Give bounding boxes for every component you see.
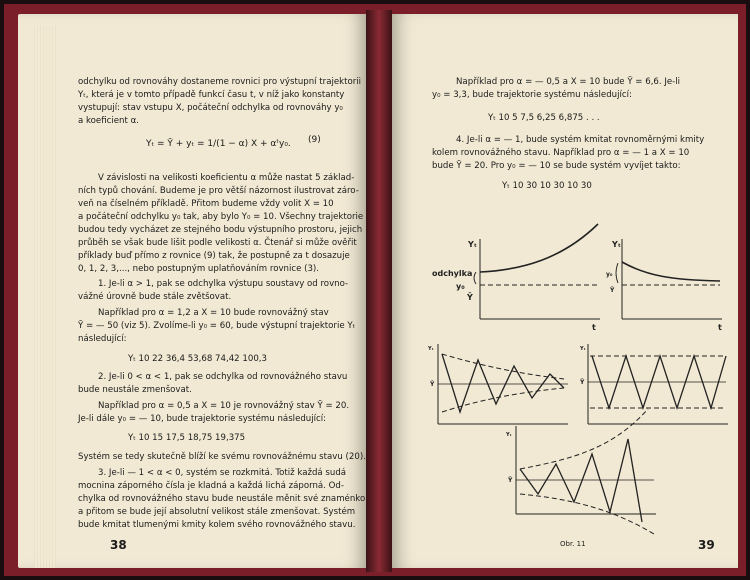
ybar-label: Ȳ xyxy=(610,287,615,294)
sequence-1: Yₜ 10 22 36,4 53,68 74,42 100,3 xyxy=(128,354,267,364)
upper-envelope xyxy=(520,409,648,469)
deviation-brace xyxy=(616,263,618,283)
upper-envelope xyxy=(442,354,564,379)
text-line: a počáteční odchylku y₀ tak, aby bylo Y₀ = 10. Všechny trajektorie xyxy=(78,212,364,222)
odchylka-label: odchylka xyxy=(432,269,473,278)
damped-oscillation xyxy=(442,354,564,412)
text-line: chylka od rovnovážného stavu bude neustále měnit své znaménko xyxy=(78,494,366,504)
axis-label: Yₜ xyxy=(468,240,477,249)
page-number: 39 xyxy=(698,538,715,552)
text-line: Ȳ = — 50 (viz 5). Zvolíme-li y₀ = 60, bude výstupní trajektorie Yₜ xyxy=(78,321,356,331)
text-line: vystupují: stav vstupu X, počáteční odchylka od rovnováhy y₀ xyxy=(78,103,343,113)
axis-label: Yₜ xyxy=(580,346,586,352)
text-line: průběh se však bude lišit podle velikosti α. Čtenář si může ověřit xyxy=(78,238,357,248)
text-line: bude kmitat tlumenými kmity kolem svého rovnovážného stavu. xyxy=(78,520,356,530)
text-line: následující: xyxy=(78,334,127,344)
text-line: odchylku od rovnováhy dostaneme rovnici pro výstupní trajektorii xyxy=(78,77,362,87)
y0-label: y₀ xyxy=(456,282,465,291)
sequence-2: Yₜ 10 15 17,5 18,75 19,375 xyxy=(128,433,246,443)
text-line: V závislosti na velikosti koeficientu α může nastat 5 základ- xyxy=(98,173,355,183)
text-line: budou tedy vycházet ze stejného bodu výstupního prostoru, jejich xyxy=(78,225,363,235)
t-label: t xyxy=(592,323,596,332)
text-line: veň na číselném příkladě. Přitom budeme vždy volit X = 10 xyxy=(78,199,334,209)
text-line: vážné úrovně bude stále zvětšovat. xyxy=(78,292,232,302)
axis-label: Yₜ xyxy=(612,240,621,249)
axis-label: Yₜ xyxy=(506,432,512,438)
equation-9: Yₜ = Ȳ + yₜ = 1/(1 − α) X + αᵗy₀. xyxy=(146,139,291,149)
text-line: Systém se tedy skutečně blíží ke svému rovnovážnému stavu (20). xyxy=(78,452,366,462)
lower-envelope xyxy=(442,388,564,412)
text-line: Například pro α = 0,5 a X = 10 je rovnovážný stav Ȳ = 20. xyxy=(98,401,350,411)
left-page xyxy=(18,14,366,568)
figure-11 xyxy=(392,14,738,568)
text-line: Je-li dále y₀ = — 10, bude trajektorie systému následující: xyxy=(78,414,327,424)
sequence-3: Yₜ 10 5 7,5 6,25 6,875 . . . xyxy=(488,113,600,123)
text-line: příklady buď přímo z rovnice (9) tak, že postupně za t dosazuje xyxy=(78,251,350,261)
decaying-trajectory xyxy=(622,262,720,281)
text-line: bude Ȳ = 20. Pro y₀ = — 10 se bude systém vyvíjet takto: xyxy=(432,161,681,171)
ybar-label: Ȳ xyxy=(580,379,585,386)
deviation-brace xyxy=(474,272,476,284)
text-line: bude neustále zmenšovat. xyxy=(78,385,192,395)
text-line: ních typů chování. Budeme je pro větší názornost ilustrovat záro- xyxy=(78,186,359,196)
ybar-label: Ȳ xyxy=(467,293,473,302)
text-line: 3. Je-li — 1 < α < 0, systém se rozkmitá. Totiž každá sudá xyxy=(98,468,347,478)
equation-number: (9) xyxy=(308,135,321,145)
figure-caption: Obr. 11 xyxy=(560,540,586,548)
sequence-4: Yₜ 10 30 10 30 10 30 xyxy=(502,181,592,191)
text-line: y₀ = 3,3, bude trajektorie systému následující: xyxy=(432,90,632,100)
text-line: 0, 1, 2, 3,..., nebo postupným uplatňováním rovnice (3). xyxy=(78,264,320,274)
ybar-label: Ȳ xyxy=(430,381,435,388)
y0-label: y₀ xyxy=(606,271,613,278)
text-line: a koeficient α. xyxy=(78,116,139,126)
text-line: mocnina záporného čísla je kladná a každá lichá záporná. Od- xyxy=(78,481,344,491)
explosive-oscillation xyxy=(520,439,642,522)
book-gutter xyxy=(366,10,392,572)
right-page xyxy=(392,14,738,568)
text-line: kolem rovnovážného stavu. Například pro α = — 1 a X = 10 xyxy=(432,148,690,158)
t-label: t xyxy=(718,323,722,332)
book-spread xyxy=(4,4,746,576)
text-line: Například pro α = 1,2 a X = 10 bude rovnovážný stav xyxy=(98,308,329,318)
page-edge xyxy=(34,26,56,568)
text-line: Yₜ, která je v tomto případě funkcí času t, v níž jako konstanty xyxy=(78,90,345,100)
text-line: 4. Je-li α = — 1, bude systém kmitat rovnoměrnými kmity xyxy=(456,135,705,145)
axis-label: Yₜ xyxy=(428,346,434,352)
ybar-label: Ȳ xyxy=(508,477,513,484)
text-line: a přitom se bude její absolutní velikost stále zmenšovat. Systém xyxy=(78,507,356,517)
growing-trajectory xyxy=(480,224,598,272)
text-line: 1. Je-li α > 1, pak se odchylka výstupu soustavy od rovno- xyxy=(98,279,349,289)
text-line: Například pro α = — 0,5 a X = 10 bude Ȳ = 6,6. Je-li xyxy=(456,77,681,87)
page-number: 38 xyxy=(110,538,127,552)
text-line: 2. Je-li 0 < α < 1, pak se odchylka od rovnovážného stavu xyxy=(98,372,348,382)
